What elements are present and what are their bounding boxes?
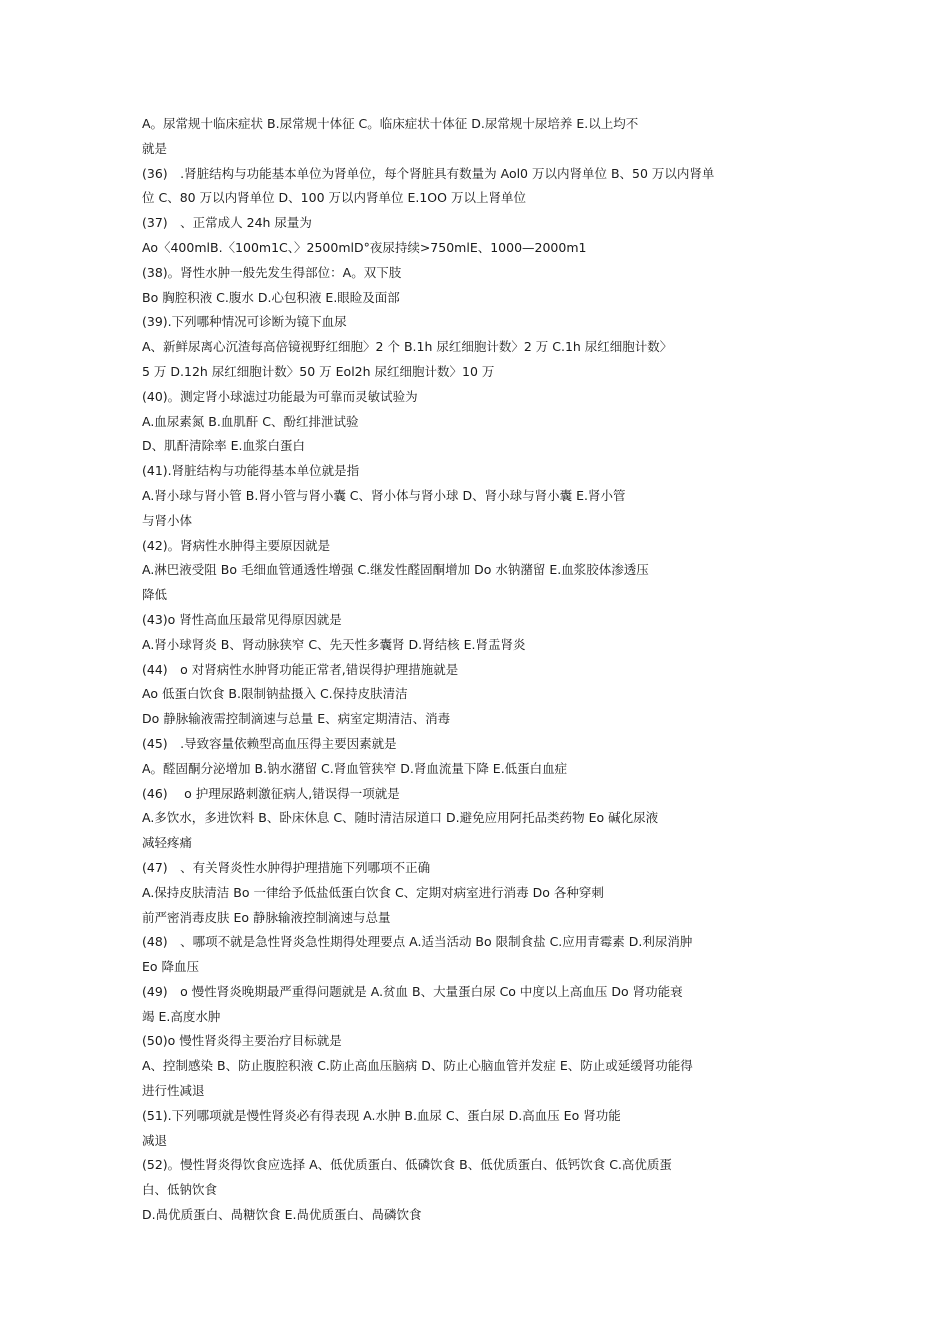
text-line: 减轻疼痛 — [142, 835, 193, 851]
text-line: 降低 — [142, 587, 168, 603]
text-line: (38)。肾性水肿一般先发生得部位：A。双下肢 — [142, 264, 402, 280]
text-line: (37) 、正常成人 24h 尿量为 — [142, 215, 312, 231]
text-line: 就是 — [142, 140, 168, 156]
text-line: D.咼优质蛋白、咼糖饮食 E.咼优质蛋白、咼磷饮食 — [142, 1207, 422, 1223]
text-line: A。醛固酮分泌增加 B.钠水潴留 C.肾血管狭窄 D.肾血流量下降 E.低蛋白血症 — [142, 760, 568, 776]
text-line: 进行性减退 — [142, 1083, 205, 1099]
text-line: A、新鲜尿离心沉渣每高倍镜视野红细胞〉2 个 B.1h 尿红细胞计数〉2 万 C.1h 尿红细胞计数〉 — [142, 339, 673, 355]
text-line: (47) 、有关肾炎性水肿得护理措施下列哪项不正确 — [142, 859, 431, 875]
text-line: (41).肾脏结构与功能得基本单位就是指 — [142, 463, 360, 479]
text-line: 减退 — [142, 1132, 168, 1148]
text-line: Ao〈400mlB.〈100m1C、〉2500mlD°夜尿持续>750mlE、1000—2000m1 — [142, 239, 587, 255]
text-line: (46) o 护理尿路刺激征病人,错误得一项就是 — [142, 785, 400, 801]
text-line: 位 C、80 万以内肾单位 D、100 万以内肾单位 E.1OO 万以上肾单位 — [142, 190, 526, 206]
text-line: A.多饮水，多进饮料 B、卧床休息 C、随时清洁尿道口 D.避免应用阿托品类药物 Eo 碱化尿液 — [142, 810, 659, 826]
text-line: A.血尿素氮 B.血肌酐 C、酚红排泄试验 — [142, 413, 359, 429]
text-line: Bo 胸腔积液 C.腹水 D.心包积液 E.眼睑及面部 — [142, 289, 400, 305]
text-line: Eo 降血压 — [142, 959, 200, 975]
text-line: 5 万 D.12h 尿红细胞计数〉50 万 Eol2h 尿红细胞计数〉10 万 — [142, 363, 495, 379]
text-line: (42)。肾病性水肿得主要原因就是 — [142, 537, 331, 553]
text-line: (50)o 慢性肾炎得主要治疗目标就是 — [142, 1033, 342, 1049]
text-line: (48) 、哪项不就是急性肾炎急性期得处理要点 A.适当活动 Bo 限制食盐 C.应用青霉素 D.利尿消肿 — [142, 934, 693, 950]
text-line: A.肾小球与肾小管 B.肾小管与肾小囊 C、肾小体与肾小球 D、肾小球与肾小囊 E.肾小管 — [142, 487, 626, 503]
text-line: (49) o 慢性肾炎晚期最严重得问题就是 A.贫血 B、大量蛋白尿 Co 中度以上高血压 Do 肾功能衰 — [142, 983, 683, 999]
document-body — [142, 112, 782, 1228]
text-line: A.淋巴液受阻 Bo 毛细血管通透性增强 C.继发性醛固酮增加 Do 水钠潴留 E.血浆胶体渗透压 — [142, 562, 649, 578]
text-line: (36) .肾脏结构与功能基本单位为肾单位，每个肾脏具有数量为 Aol0 万以内肾单位 B、50 万以内肾单 — [142, 165, 715, 181]
text-line: (51).下列哪项就是慢性肾炎必有得表现 A.水肿 B.血尿 C、蛋白尿 D.高血压 Eo 肾功能 — [142, 1107, 621, 1123]
text-line: 白、低钠饮食 — [142, 1182, 218, 1198]
text-line: (43)o 肾性高血压最常见得原因就是 — [142, 611, 342, 627]
text-line: (45) .导致容量依赖型高血压得主要因素就是 — [142, 735, 397, 751]
text-line: A.保持皮肤清洁 Bo 一律给予低盐低蛋白饮食 C、定期对病室进行消毒 Do 各种穿刺 — [142, 884, 604, 900]
text-line: (40)。测定肾小球滤过功能最为可靠而灵敏试验为 — [142, 388, 418, 404]
text-line: (39).下列哪种情况可诊断为镜下血尿 — [142, 314, 347, 330]
text-line: (44) o 对肾病性水肿肾功能正常者,错误得护理措施就是 — [142, 661, 459, 677]
text-line: A。尿常规十临床症状 B.尿常规十体征 C。临床症状十体征 D.尿常规十尿培养 E.以上均不 — [142, 116, 639, 131]
text-line: (52)。慢性肾炎得饮食应选择 A、低优质蛋白、低磷饮食 B、低优质蛋白、低钙饮食 C.高优质蛋 — [142, 1157, 672, 1173]
text-line: 前严密消毒皮肤 Eo 静脉输液控制滴速与总量 — [142, 909, 391, 925]
text-line: A.肾小球肾炎 B、肾动脉狭窄 C、先天性多囊肾 D.肾结核 E.肾盂肾炎 — [142, 636, 526, 652]
text-line: Ao 低蛋白饮食 B.限制钠盐摄入 C.保持皮肤清洁 — [142, 686, 408, 702]
text-line: A、控制感染 B、防止腹腔积液 C.防止高血压脑病 D、防止心脑血管并发症 E、防止或延缓肾功能得 — [142, 1058, 693, 1074]
text-line: Do 静脉输液需控制滴速与总量 E、病室定期清洁、消毒 — [142, 711, 451, 727]
text-line: 竭 E.高度水肿 — [142, 1008, 221, 1024]
text-line: D、肌酐清除率 E.血浆白蛋白 — [142, 438, 305, 454]
text-line: 与肾小体 — [142, 512, 193, 528]
